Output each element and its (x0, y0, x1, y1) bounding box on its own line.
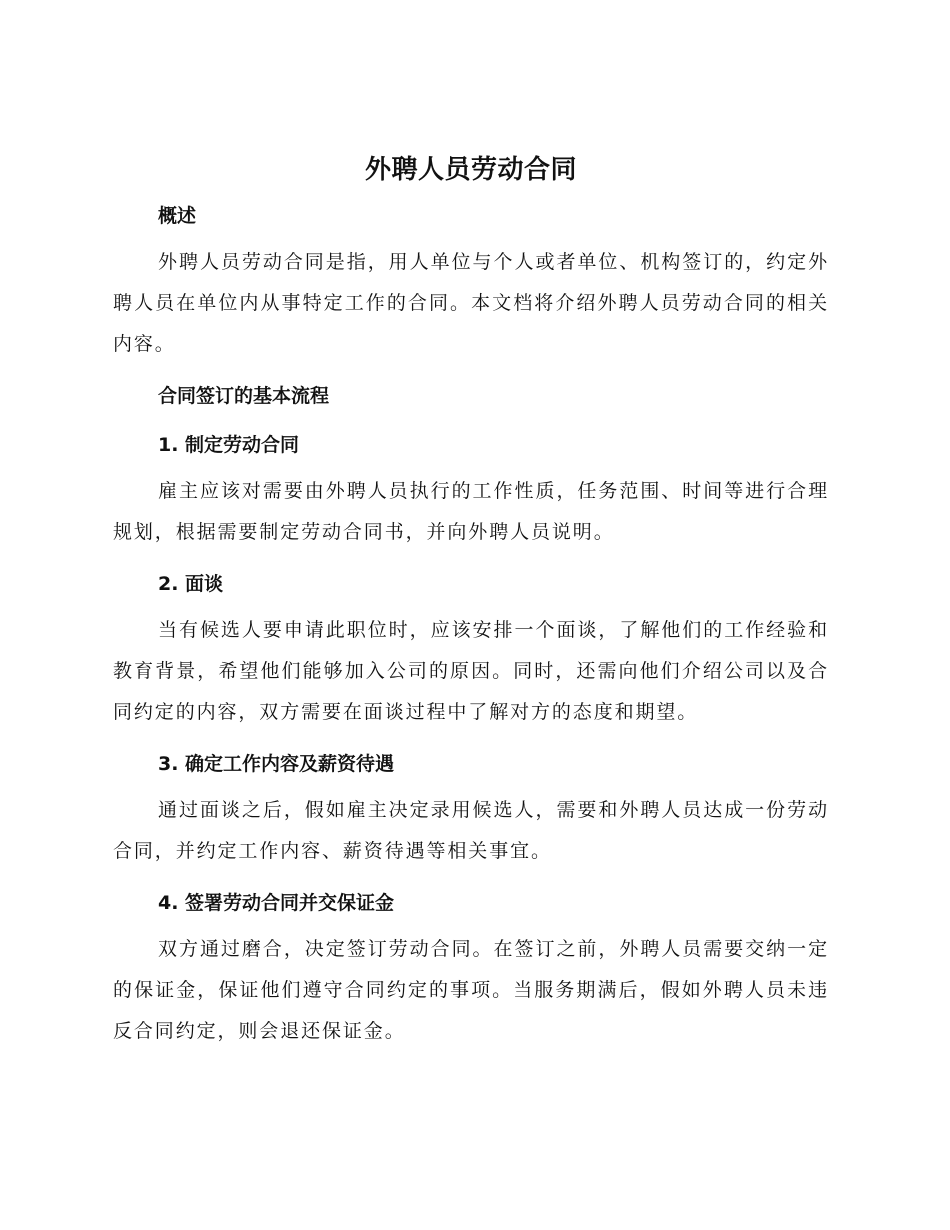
section-heading-step-4: 4. 签署劳动合同并交保证金 (158, 892, 395, 914)
section-paragraph-step-1: 雇主应该对需要由外聘人员执行的工作性质，任务范围、时间等进行合理规划，根据需要制定劳动合同书，并向外聘人员说明。 (113, 480, 829, 543)
section-heading-process: 合同签订的基本流程 (158, 385, 330, 407)
document-body (113, 150, 829, 1052)
section-paragraph-step-3: 通过面谈之后，假如雇主决定录用候选人，需要和外聘人员达成一份劳动合同，并约定工作内容、薪资待遇等相关事宜。 (113, 799, 829, 862)
section-heading-overview: 概述 (158, 205, 197, 227)
section-paragraph-overview: 外聘人员劳动合同是指，用人单位与个人或者单位、机构签订的，约定外聘人员在单位内从事特定工作的合同。本文档将介绍外聘人员劳动合同的相关内容。 (113, 251, 829, 355)
section-paragraph-step-4: 双方通过磨合，决定签订劳动合同。在签订之前，外聘人员需要交纳一定的保证金，保证他们遵守合同约定的事项。当服务期满后，假如外聘人员未违反合同约定，则会退还保证金。 (113, 938, 829, 1042)
section-heading-step-2: 2. 面谈 (158, 573, 224, 595)
section-heading-step-1: 1. 制定劳动合同 (158, 434, 300, 456)
section-heading-step-3: 3. 确定工作内容及薪资待遇 (158, 753, 395, 775)
section-paragraph-step-2: 当有候选人要申请此职位时，应该安排一个面谈，了解他们的工作经验和教育背景，希望他们能够加入公司的原因。同时，还需向他们介绍公司以及合同约定的内容，双方需要在面谈过程中了解对方的态度和期望。 (113, 619, 829, 723)
document-title: 外聘人员劳动合同 (364, 155, 577, 185)
